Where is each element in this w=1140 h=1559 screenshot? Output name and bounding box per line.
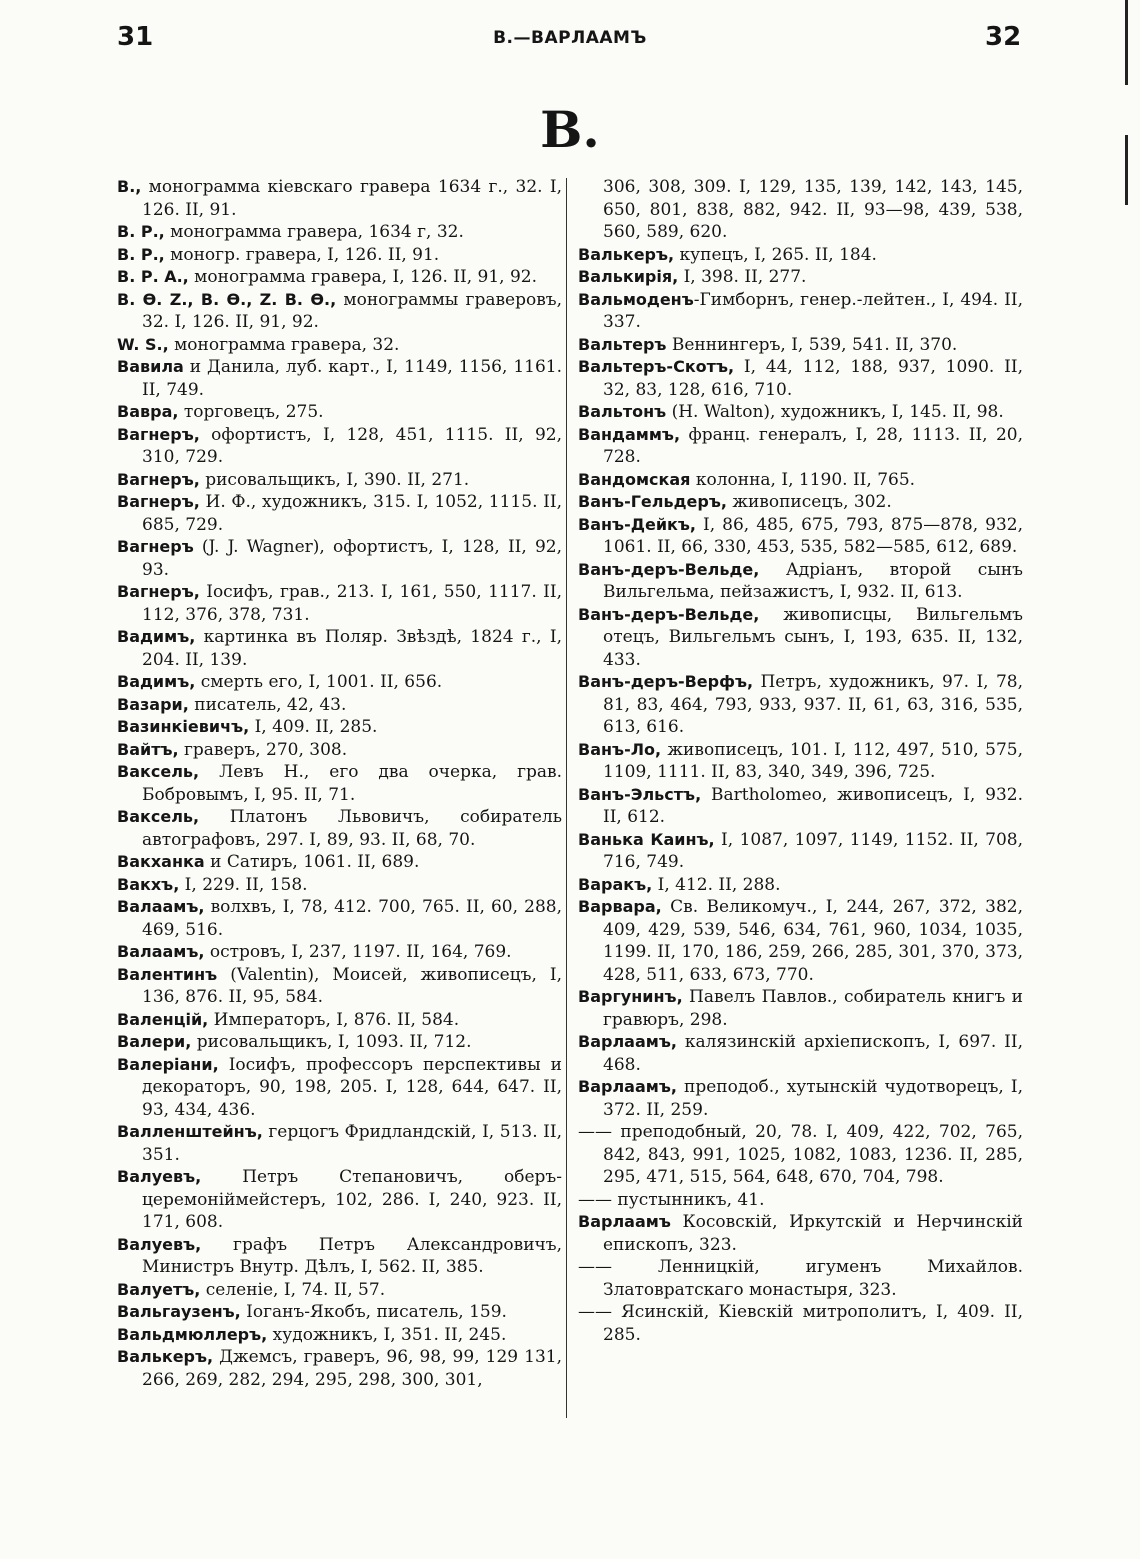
index-entry — [578, 1256, 1023, 1301]
entry-references: монограмма гравера, 1634 г, 32. — [164, 222, 464, 242]
entry-references: I, 409. II, 285. — [249, 717, 378, 737]
entry-references: —— Ленницкій, игуменъ Михайлов. Златовратскаго монастыря, 323. — [578, 1257, 1023, 1300]
entry-headword: Вальтеръ-Скотъ, — [578, 357, 735, 376]
entry-headword: В., — [117, 177, 142, 196]
index-entry — [117, 806, 562, 851]
index-entry — [117, 896, 562, 941]
entry-references: I, 229. II, 158. — [179, 874, 308, 895]
entry-headword: Вальмоденъ — [578, 289, 694, 309]
entry-references: I, 1087, 1097, 1149, 1152. II, 708, 716, 749. — [603, 829, 1023, 872]
entry-references: I, 86, 485, 675, 793, 875—878, 932, 1061. II, 66, 330, 453, 535, 582—585, 612, 689. — [603, 514, 1023, 557]
index-entry — [578, 176, 1023, 244]
entry-headword: Варакъ, — [578, 874, 653, 894]
entry-headword: Валери, — [117, 1032, 192, 1051]
index-entry — [117, 1346, 562, 1391]
index-entry — [578, 1211, 1023, 1256]
entry-headword: Вальдмюллеръ, — [117, 1324, 268, 1344]
entry-references: Косовскій, Иркутскій и Нерчинскій епископъ, 323. — [603, 1212, 1023, 1255]
index-entry — [117, 244, 562, 267]
entry-references: картинка въ Поляр. Звѣздѣ, 1824 г., I, 204. II, 139. — [142, 627, 562, 670]
entry-headword: Валленштейнъ, — [117, 1122, 263, 1141]
index-entry — [117, 401, 562, 424]
index-entry — [117, 874, 562, 897]
index-entry — [117, 716, 562, 739]
index-entry — [117, 1301, 562, 1324]
page-number-right: 32 — [985, 22, 1022, 52]
index-entry — [117, 334, 562, 357]
index-column-left — [117, 176, 562, 1391]
index-entry — [117, 536, 562, 581]
index-entry — [578, 334, 1023, 357]
entry-references: Іоганъ-Якобъ, писатель, 159. — [240, 1302, 507, 1322]
page-number-left: 31 — [117, 22, 154, 52]
entry-headword: Валаамъ, — [117, 942, 205, 961]
entry-headword: Ваксель, — [117, 762, 200, 781]
entry-headword: Ванъ-деръ-Вельде, — [578, 604, 760, 624]
index-entry — [117, 176, 562, 221]
entry-references: (J. J. Wagner), офортистъ, I, 128, II, 92, 93. — [142, 537, 562, 580]
index-entry — [578, 266, 1023, 289]
entry-references: (Valentin), Моисей, живописецъ, I, 136, 876. II, 95, 584. — [142, 964, 562, 1007]
index-entry — [117, 964, 562, 1009]
index-entry — [117, 1324, 562, 1347]
entry-headword: Валуевъ, — [117, 1167, 202, 1186]
index-entry — [117, 1234, 562, 1279]
entry-references: граверъ, 270, 308. — [178, 739, 348, 760]
entry-headword: Валенцій, — [117, 1009, 209, 1029]
index-entry — [578, 356, 1023, 401]
entry-headword: W. S., — [117, 334, 169, 354]
entry-references: монограмма кіевскаго гравера 1634 г., 32. I, 126. II, 91. — [141, 177, 562, 220]
entry-references: Левъ Н., его два очерка, грав. Бобровымъ, I, 95. II, 71. — [142, 762, 562, 805]
entry-headword: Ванька Каинъ, — [578, 829, 715, 849]
entry-references: Платонъ Львовичъ, собиратель автографовъ, 297. I, 89, 93. II, 68, 70. — [142, 807, 562, 850]
entry-references: островъ, I, 237, 1197. II, 164, 769. — [204, 942, 512, 962]
entry-references: Джемсъ, граверъ, 96, 98, 99, 129 131, 266, 269, 282, 294, 295, 298, 300, 301, — [142, 1347, 562, 1390]
entry-references: -Гимборнъ, генер.-лейтен., I, 494. II, 337. — [603, 289, 1023, 332]
entry-references: художникъ, I, 351. II, 245. — [267, 1324, 507, 1345]
entry-references: монограмма гравера, I, 126. II, 91, 92. — [188, 267, 537, 287]
index-entry — [578, 986, 1023, 1031]
entry-headword: Ванъ-деръ-Вельде, — [578, 559, 760, 579]
index-entry — [117, 1054, 562, 1122]
entry-headword: Ванъ-Дейкъ, — [578, 514, 696, 534]
entry-references: Императоръ, I, 876. II, 584. — [208, 1009, 460, 1030]
entry-headword: В. Р., — [117, 222, 165, 241]
index-entry — [117, 1279, 562, 1302]
running-title: В.—ВАРЛААМЪ — [493, 28, 647, 48]
index-entry — [578, 1301, 1023, 1346]
scan-edge-mark — [1125, 0, 1128, 85]
entry-references: колонна, I, 1190. II, 765. — [690, 469, 916, 490]
entry-headword: Вандаммъ, — [578, 424, 681, 444]
entry-references: I, 44, 112, 188, 937, 1090. II, 32, 83, 128, 616, 710. — [603, 357, 1023, 400]
page-header — [0, 22, 1140, 62]
entry-references: моногр. гравера, I, 126. II, 91. — [164, 244, 440, 265]
entry-headword: Валуетъ, — [117, 1279, 201, 1299]
entry-headword: Валаамъ, — [117, 897, 205, 916]
entry-references: И. Ф., художникъ, 315. I, 1052, 1115. II, 685, 729. — [142, 492, 562, 535]
entry-references: Павелъ Павлов., собиратель книгъ и гравюръ, 298. — [603, 987, 1023, 1030]
entry-references: Веннингеръ, I, 539, 541. II, 370. — [666, 334, 958, 355]
entry-references: —— пустынникъ, 41. — [578, 1189, 765, 1210]
entry-headword: В. Р. А., — [117, 267, 189, 286]
entry-headword: Вазари, — [117, 694, 189, 714]
entry-references: офортистъ, I, 128, 451, 1115. II, 92, 310, 729. — [142, 424, 562, 467]
entry-references: монограмма гравера, 32. — [168, 334, 400, 355]
entry-headword: Ванъ-деръ-Верфъ, — [578, 672, 754, 691]
entry-references: торговецъ, 275. — [178, 402, 324, 422]
entry-headword: Вагнеръ, — [117, 492, 200, 511]
entry-headword: Валькеръ, — [117, 1347, 214, 1366]
entry-references: Іосифъ, профессоръ перспективы и декораторъ, 90, 198, 205. I, 128, 644, 647. II, 93, 434, 436. — [142, 1054, 562, 1120]
entry-headword: Ванъ-Гельдеръ, — [578, 492, 727, 511]
entry-headword: Вальгаузенъ, — [117, 1302, 241, 1321]
index-entry — [117, 851, 562, 874]
entry-references: рисовальщикъ, I, 1093. II, 712. — [191, 1032, 472, 1052]
entry-references: живописецъ, 101. I, 112, 497, 510, 575, 1109, 1111. II, 83, 340, 349, 396, 725. — [603, 739, 1023, 782]
entry-references: 306, 308, 309. I, 129, 135, 139, 142, 143, 145, 650, 801, 838, 882, 942. II, 93—98, 439, 538, 560, 589, 620. — [603, 177, 1023, 242]
entry-headword: Вандомская — [578, 469, 691, 489]
entry-references: франц. генералъ, I, 28, 1113. II, 20, 728. — [603, 424, 1023, 467]
entry-references: писатель, 42, 43. — [188, 694, 347, 715]
index-entry — [117, 941, 562, 964]
entry-references: Адріанъ, второй сынъ Вильгельма, пейзажистъ, I, 932. II, 613. — [603, 559, 1023, 602]
entry-headword: Вагнеръ — [117, 537, 194, 556]
index-entry — [117, 356, 562, 401]
entry-references: Іосифъ, грав., 213. I, 161, 550, 1117. II, 112, 376, 378, 731. — [142, 582, 562, 625]
entry-references: Св. Великомуч., I, 244, 267, 372, 382, 409, 429, 539, 546, 634, 761, 960, 1034, 1035, 1199. II, 170, 186, 259, 266, 285, 301, 370, 373, 428, 511, 633, 673, 770. — [603, 897, 1023, 985]
entry-headword: Ваксель, — [117, 807, 200, 826]
entry-headword: Ванъ-Эльстъ, — [578, 784, 702, 804]
index-entry — [117, 491, 562, 536]
entry-references: графъ Петръ Александровичъ, Министръ Внутр. Дѣлъ, I, 562. II, 385. — [142, 1234, 562, 1277]
index-entry — [578, 604, 1023, 672]
entry-headword: Варлаамъ — [578, 1212, 671, 1231]
index-entry — [578, 559, 1023, 604]
column-divider — [566, 178, 567, 1418]
entry-references: живописцы, Вильгельмъ отецъ, Вильгельмъ сынъ, I, 193, 635. II, 132, 433. — [603, 604, 1023, 670]
entry-references: и Данила, луб. карт., I, 1149, 1156, 1161. II, 749. — [142, 357, 562, 400]
entry-headword: Вазинкіевичъ, — [117, 717, 250, 736]
index-entry — [578, 289, 1023, 334]
index-entry — [117, 761, 562, 806]
index-entry — [578, 671, 1023, 739]
entry-headword: Валеріани, — [117, 1054, 219, 1074]
index-entry — [578, 1076, 1023, 1121]
entry-headword: Вакханка — [117, 852, 205, 871]
entry-headword: Вадимъ, — [117, 627, 196, 646]
index-entry — [117, 739, 562, 762]
entry-headword: Варвара, — [578, 897, 662, 916]
entry-headword: В. Р., — [117, 244, 165, 264]
entry-headword: Вавра, — [117, 402, 179, 421]
index-entry — [117, 289, 562, 334]
entry-references: живописецъ, 302. — [726, 492, 892, 512]
index-entry — [578, 1121, 1023, 1189]
entry-references: Bartholomeo, живописецъ, I, 932. II, 612. — [603, 784, 1023, 827]
entry-references: монограммы граверовъ, 32. I, 126. II, 91, 92. — [142, 289, 562, 332]
entry-headword: Валуевъ, — [117, 1234, 202, 1254]
index-entry — [578, 896, 1023, 986]
entry-headword: Варлаамъ, — [578, 1077, 677, 1096]
entry-headword: Ванъ-Ло, — [578, 739, 662, 759]
index-entry — [117, 581, 562, 626]
entry-references: (H. Walton), художникъ, I, 145. II, 98. — [666, 402, 1004, 422]
entry-headword: Вагнеръ, — [117, 469, 200, 489]
entry-headword: Варлаамъ, — [578, 1032, 677, 1051]
entry-references: I, 412. II, 288. — [652, 874, 781, 895]
index-entry — [117, 469, 562, 492]
index-column-right — [578, 176, 1023, 1346]
index-entry — [117, 1031, 562, 1054]
entry-headword: Вайтъ, — [117, 739, 179, 759]
entry-references: —— Ясинскій, Кіевскій митрополитъ, I, 409. II, 285. — [578, 1302, 1023, 1345]
index-entry — [578, 244, 1023, 267]
entry-references: купецъ, I, 265. II, 184. — [674, 244, 877, 265]
section-letter: В. — [540, 100, 600, 159]
entry-headword: Варгунинъ, — [578, 987, 683, 1006]
entry-headword: Валентинъ — [117, 964, 218, 984]
entry-headword: В. Ѳ. Z., В. Ѳ., Z. В. Ѳ., — [117, 289, 337, 309]
entry-references: —— преподобный, 20, 78. I, 409, 422, 702, 765, 842, 843, 991, 1025, 1082, 1083, 1236. II, 285, 295, 471, 515, 564, 648, 670, 704, 798. — [578, 1122, 1023, 1187]
index-entry — [117, 221, 562, 244]
index-entry — [117, 266, 562, 289]
entry-headword: Вальтеръ — [578, 334, 667, 354]
index-entry — [578, 424, 1023, 469]
index-entry — [117, 671, 562, 694]
entry-references: смерть его, I, 1001. II, 656. — [195, 672, 443, 692]
entry-references: Петръ, художникъ, 97. I, 78, 81, 83, 464, 793, 933, 937. II, 61, 63, 316, 535, 613, 616. — [603, 672, 1023, 737]
index-entry — [578, 739, 1023, 784]
entry-references: преподоб., хутынскій чудотворецъ, I, 372. II, 259. — [603, 1077, 1023, 1120]
entry-references: герцогъ Фридландскій, I, 513. II, 351. — [142, 1122, 562, 1165]
entry-headword: Вагнеръ, — [117, 582, 200, 601]
index-entry — [578, 514, 1023, 559]
entry-headword: Вавила — [117, 357, 184, 376]
entry-headword: Валькирія, — [578, 267, 679, 286]
entry-headword: Вакхъ, — [117, 874, 180, 894]
entry-references: калязинскій архіепископъ, I, 697. II, 468. — [603, 1032, 1023, 1075]
entry-references: волхвъ, I, 78, 412. 700, 765. II, 60, 288, 469, 516. — [142, 897, 562, 940]
index-entry — [578, 1189, 1023, 1212]
index-entry — [578, 874, 1023, 897]
index-entry — [117, 694, 562, 717]
index-entry — [117, 626, 562, 671]
index-entry — [578, 491, 1023, 514]
entry-references: селеніе, I, 74. II, 57. — [200, 1279, 386, 1300]
index-entry — [578, 401, 1023, 424]
index-entry — [578, 829, 1023, 874]
entry-headword: Вадимъ, — [117, 672, 196, 691]
index-entry — [117, 1166, 562, 1234]
scan-edge-mark — [1125, 135, 1128, 205]
entry-headword: Вагнеръ, — [117, 424, 200, 444]
index-entry — [578, 1031, 1023, 1076]
entry-headword: Вальтонъ — [578, 402, 667, 421]
entry-references: I, 398. II, 277. — [678, 267, 807, 287]
index-entry — [117, 1009, 562, 1032]
entry-references: Петръ Степановичъ, оберъ-церемонiймейстеръ, 102, 286. I, 240, 923. II, 171, 608. — [142, 1167, 562, 1232]
entry-references: рисовальщикъ, I, 390. II, 271. — [199, 469, 470, 490]
index-entry — [117, 424, 562, 469]
index-entry — [117, 1121, 562, 1166]
index-entry — [578, 469, 1023, 492]
index-entry — [578, 784, 1023, 829]
entry-headword: Валькеръ, — [578, 244, 675, 264]
entry-references: и Сатиръ, 1061. II, 689. — [204, 852, 420, 872]
